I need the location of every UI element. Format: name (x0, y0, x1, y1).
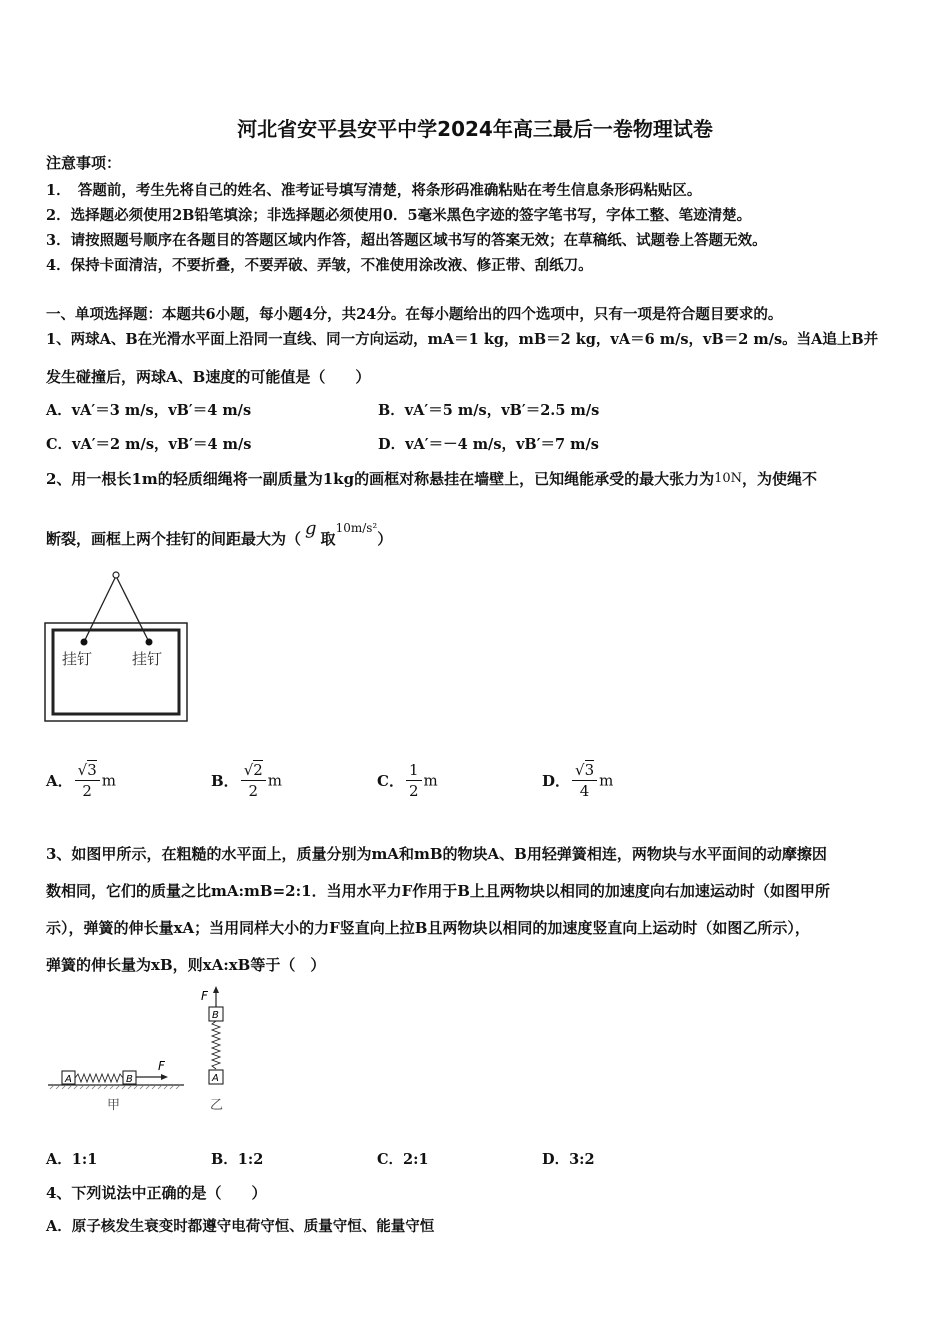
block-b-label: B (212, 1010, 219, 1021)
option-label: B． (211, 772, 239, 790)
arrow-head-icon (213, 986, 219, 993)
q1-option-c[interactable]: C．vA′＝2 m/s，vB′＝4 m/s (46, 436, 252, 453)
spring-yi (212, 1021, 220, 1069)
q2-stem-line2 (46, 518, 393, 549)
q3-stem-line3: 示），弹簧的伸长量xA；当用同样大小的力F竖直向上拉B且两物块以相同的加速度竖直向上运动时（如图乙所示）， (46, 919, 810, 937)
q2-option-b[interactable] (211, 760, 282, 801)
note-item: 1． 答题前，考生先将自己的姓名、准考证号填写清楚，将条形码准确粘贴在考生信息条形码粘贴区。 (46, 182, 702, 199)
note-item: 2．选择题必须使用2B铅笔填涂；非选择题必须使用0．5毫米黑色字迹的签字笔书写，字体工整、笔迹清楚。 (46, 207, 752, 224)
q3-option-c[interactable]: C．2:1 (377, 1151, 429, 1168)
frame-inner (53, 630, 179, 714)
q2-take: 取 (320, 530, 336, 548)
q3-option-b[interactable]: B．1:2 (211, 1151, 264, 1168)
q4-stem: 4、下列说法中正确的是（ ） (46, 1184, 267, 1202)
note-item: 4．保持卡面清洁，不要折叠，不要弄破、弄皱，不准使用涂改液、修正带、刮纸刀。 (46, 257, 593, 274)
force-label: F (201, 989, 208, 1003)
peg-label-right: 挂钉 (132, 650, 163, 668)
numerator: 3 (584, 761, 595, 779)
q1-stem-line2: 发生碰撞后，两球A、B速度的可能值是（ ） (46, 368, 371, 386)
fraction (75, 760, 100, 801)
q3-option-d[interactable]: D．3:2 (542, 1151, 595, 1168)
fraction (572, 760, 597, 801)
unit: m (599, 771, 614, 790)
figure-yi-label: 乙 (210, 1098, 224, 1113)
fraction (406, 760, 422, 801)
q2-text: ，为使绳不 (742, 470, 818, 488)
rope-left (84, 576, 116, 642)
g-value: 10m/s² (335, 521, 378, 535)
q3-option-a[interactable]: A．1:1 (46, 1151, 98, 1168)
denominator: 2 (248, 782, 259, 800)
q2-option-a[interactable] (46, 760, 116, 801)
q2-text: 断裂，画框上两个挂钉的间距最大为（ (46, 530, 302, 548)
notes-heading: 注意事项： (46, 154, 122, 172)
q2-stem-line1 (46, 468, 817, 489)
q4-option-a[interactable]: A．原子核发生衰变时都遵守电荷守恒、质量守恒、能量守恒 (46, 1218, 435, 1235)
q3-stem-line2: 数相同，它们的质量之比mA:mB=2:1．当用水平力F作用于B上且两物块以相同的加速度向右加速运动时（如图甲所 (46, 882, 830, 900)
page-title: 河北省安平县安平中学2024年高三最后一卷物理试卷 (237, 117, 713, 141)
figure-jia-label: 甲 (107, 1098, 121, 1113)
wall-nail (113, 572, 119, 578)
sqrt-sign-icon: √ (575, 761, 585, 779)
block-a-label: A (212, 1073, 219, 1084)
numerator: 3 (87, 761, 97, 779)
option-label: A． (46, 772, 73, 790)
unit: m (423, 771, 438, 790)
q1-option-d[interactable]: D．vA′＝－4 m/s，vB′＝7 m/s (378, 436, 599, 453)
q3-stem-line1: 3、如图甲所示，在粗糙的水平面上，质量分别为mA和mB的物块A、B用轻弹簧相连，两物块与水平面间的动摩擦因 (46, 845, 827, 863)
q2-option-c[interactable] (377, 760, 438, 801)
q2-tension: 10N (714, 471, 742, 486)
arrow-head-icon (161, 1074, 168, 1080)
rope-right (116, 576, 149, 642)
peg-right (146, 639, 153, 646)
g-symbol: g (305, 518, 317, 539)
frame-outer (45, 623, 187, 721)
fraction (241, 760, 266, 801)
note-item: 3．请按照题号顺序在各题目的答题区域内作答，超出答题区域书写的答案无效；在草稿纸、试题卷上答题无效。 (46, 232, 767, 249)
spring-jia (75, 1074, 123, 1082)
option-label: C． (377, 772, 404, 790)
unit: m (101, 771, 116, 790)
spring-blocks-figure (44, 985, 244, 1117)
q1-stem-line1: 1、两球A、B在光滑水平面上沿同一直线、同一方向运动，mA＝1 kg，mB＝2 kg，vA＝6 m/s，vB＝2 m/s。当A追上B并 (46, 331, 879, 348)
peg-label-left: 挂钉 (62, 650, 93, 668)
denominator: 4 (579, 782, 590, 800)
picture-frame-figure (44, 570, 190, 724)
force-label: F (158, 1059, 165, 1073)
q3-stem-line4: 弹簧的伸长量为xB，则xA:xB等于（ ） (46, 956, 326, 974)
q1-option-a[interactable]: A．vA′＝3 m/s，vB′＝4 m/s (46, 402, 252, 419)
q1-option-b[interactable]: B．vA′＝5 m/s，vB′＝2.5 m/s (378, 402, 600, 419)
q2-text: ） (377, 530, 393, 548)
option-label: D． (542, 772, 571, 790)
numerator: 1 (406, 760, 422, 781)
denominator: 2 (408, 782, 419, 800)
block-a-label: A (65, 1074, 72, 1085)
unit: m (267, 771, 283, 790)
q2-option-d[interactable] (542, 760, 613, 801)
q2-text: 2、用一根长1m的轻质细绳将一副质量为1kg的画框对称悬挂在墙壁上，已知绳能承受的最大张力为 (46, 470, 715, 488)
block-b-label: B (126, 1074, 133, 1085)
section-heading: 一、单项选择题：本题共6小题，每小题4分，共24分。在每小题给出的四个选项中，只有一项是符合题目要求的。 (46, 306, 783, 323)
numerator: 2 (253, 761, 263, 779)
sqrt-sign-icon: √ (77, 761, 88, 779)
sqrt-sign-icon: √ (243, 761, 254, 779)
denominator: 2 (82, 782, 92, 800)
peg-left (81, 639, 88, 646)
